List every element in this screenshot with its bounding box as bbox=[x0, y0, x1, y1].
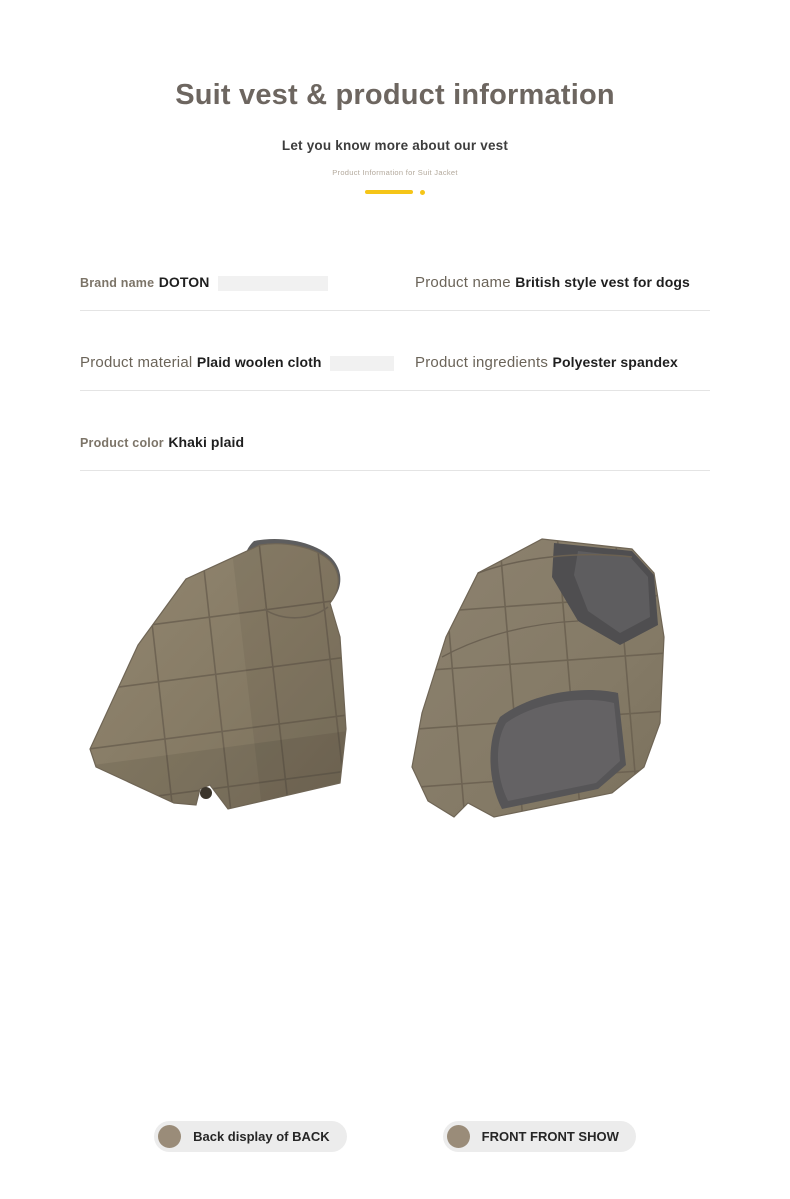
spec-label: Product ingredients bbox=[415, 353, 549, 371]
gallery-captions bbox=[0, 1121, 790, 1152]
spec-label: Product material bbox=[80, 353, 193, 371]
caption-front bbox=[443, 1121, 636, 1152]
table-row bbox=[80, 391, 710, 471]
caption-label: FRONT FRONT SHOW bbox=[481, 1129, 619, 1144]
spec-value: British style vest for dogs bbox=[515, 273, 690, 290]
spec-cell-color bbox=[80, 417, 395, 452]
spec-value: DOTON bbox=[159, 274, 210, 290]
spec-value: Polyester spandex bbox=[552, 353, 678, 370]
spec-label: Product color bbox=[80, 435, 164, 450]
divider-bar-icon bbox=[365, 190, 413, 194]
vest-front-image bbox=[382, 517, 702, 847]
specification-table bbox=[80, 257, 710, 471]
page-subtitle: Let you know more about our vest bbox=[281, 137, 509, 153]
page-micro-caption: Product Information for Suit Jacket bbox=[332, 167, 458, 177]
decorative-divider bbox=[0, 190, 790, 195]
caption-label: Back display of BACK bbox=[193, 1129, 330, 1144]
spec-value: Plaid woolen cloth bbox=[197, 354, 322, 370]
vest-back-image bbox=[78, 517, 378, 847]
divider-dot-icon bbox=[420, 190, 425, 195]
spec-value: Khaki plaid bbox=[168, 433, 245, 450]
table-row bbox=[80, 257, 710, 311]
caption-bullet-icon bbox=[158, 1125, 181, 1148]
spec-cell-empty bbox=[395, 417, 710, 452]
page-header bbox=[0, 0, 790, 195]
spec-cell-brand bbox=[80, 257, 395, 292]
spec-cell-ingredients bbox=[395, 337, 710, 372]
spec-label: Brand name bbox=[80, 276, 154, 290]
page-title: Suit vest & product information bbox=[175, 79, 615, 111]
spec-cell-product-name bbox=[395, 257, 710, 292]
table-row bbox=[80, 311, 710, 391]
spec-cell-material bbox=[80, 337, 395, 372]
caption-back bbox=[154, 1121, 347, 1152]
spec-label: Product name bbox=[415, 273, 511, 291]
product-gallery bbox=[0, 517, 790, 877]
caption-bullet-icon bbox=[447, 1125, 470, 1148]
